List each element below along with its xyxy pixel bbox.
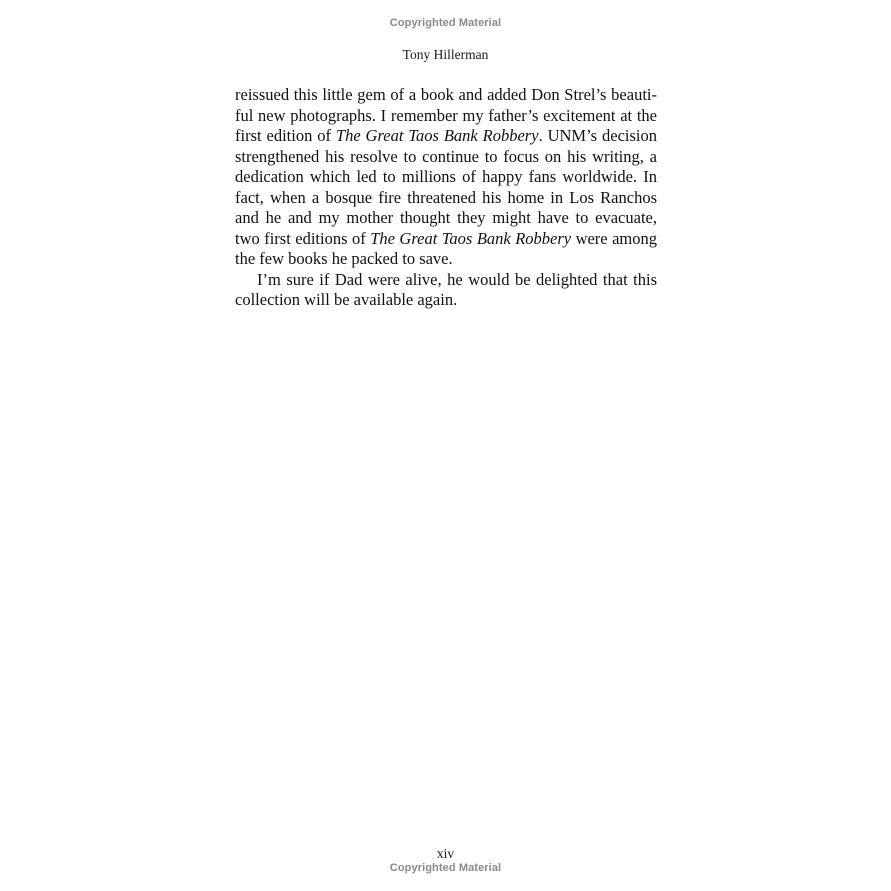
running-head-author: Tony Hillerman: [402, 47, 489, 62]
copyright-watermark-top: Copyrighted Material: [389, 17, 502, 29]
page-number: xiv: [436, 846, 455, 861]
paragraph-1-segment-1: reissued this little gem of a book and added Don Strel’s beauti-ful new photographs. I remember my father’s excitement at the first edition of: [235, 85, 657, 145]
book-title-italic-1: The Great Taos Bank Robbery: [335, 126, 539, 145]
body-text: [235, 85, 657, 311]
paragraph-1: [235, 85, 657, 270]
copyright-watermark-bottom: Copyrighted Material: [389, 862, 502, 874]
book-title-italic-2: The Great Taos Bank Robbery: [370, 228, 572, 248]
paragraph-1-segment-2: . UNM’s decision strengthened his resolve to continue to focus on his writing, a dedication which led to millions of happy fans worldwide. In fact, when a bosque fire threatened his home in Los Ranchos and he and my mother thought they might have to evacuate, two first editions of: [235, 126, 658, 248]
paragraph-1-segment-3: were among the few books he packed to save.: [235, 228, 657, 268]
paragraph-2: I’m sure if Dad were alive, he would be delighted that this collection will be available again.: [235, 269, 657, 309]
